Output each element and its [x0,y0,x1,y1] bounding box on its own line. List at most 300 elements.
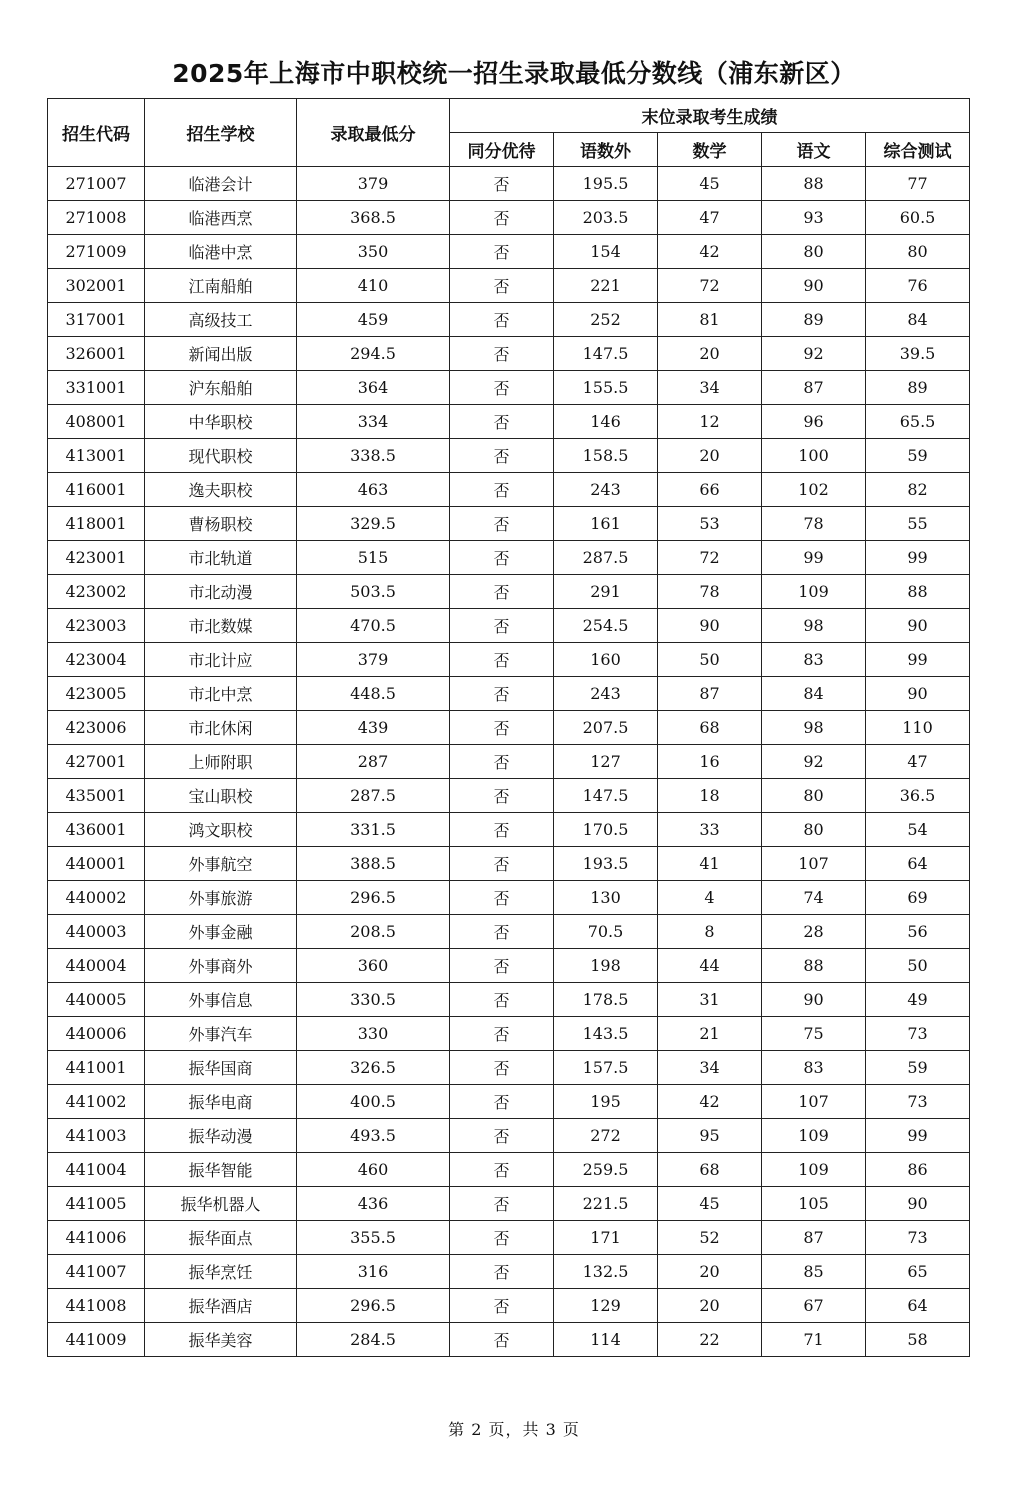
cell-tie-priority: 否 [450,303,554,337]
table-row [48,371,970,405]
cell-school: 现代职校 [145,439,297,473]
cell-school: 临港中烹 [145,235,297,269]
table-row [48,439,970,473]
table-row [48,575,970,609]
cell-comprehensive: 88 [866,575,970,609]
cell-comprehensive: 65.5 [866,405,970,439]
cell-ysw: 203.5 [554,201,658,235]
cell-comprehensive: 73 [866,1085,970,1119]
cell-min-score: 330.5 [297,983,450,1017]
cell-comprehensive: 89 [866,371,970,405]
cell-code: 271009 [48,235,145,269]
cell-min-score: 355.5 [297,1221,450,1255]
table-row [48,1255,970,1289]
cell-min-score: 470.5 [297,609,450,643]
page-footer: 第 2 页，共 3 页 [448,1420,580,1439]
header-comprehensive: 综合测试 [866,133,970,167]
cell-tie-priority: 否 [450,1289,554,1323]
cell-min-score: 439 [297,711,450,745]
cell-ysw: 70.5 [554,915,658,949]
table-row [48,167,970,201]
cell-chinese: 109 [762,575,866,609]
cell-code: 440005 [48,983,145,1017]
cell-math: 81 [658,303,762,337]
cell-chinese: 80 [762,779,866,813]
cell-chinese: 92 [762,337,866,371]
cell-comprehensive: 90 [866,1187,970,1221]
cell-ysw: 158.5 [554,439,658,473]
table-row [48,1119,970,1153]
cell-ysw: 252 [554,303,658,337]
cell-school: 市北休闲 [145,711,297,745]
cell-ysw: 130 [554,881,658,915]
cell-tie-priority: 否 [450,711,554,745]
cell-chinese: 93 [762,201,866,235]
cell-code: 441009 [48,1323,145,1357]
cell-chinese: 90 [762,269,866,303]
cell-school: 外事航空 [145,847,297,881]
cell-code: 440004 [48,949,145,983]
cell-min-score: 287.5 [297,779,450,813]
cell-comprehensive: 77 [866,167,970,201]
cell-code: 423002 [48,575,145,609]
cell-math: 45 [658,167,762,201]
cell-math: 34 [658,1051,762,1085]
cell-min-score: 379 [297,643,450,677]
cell-tie-priority: 否 [450,745,554,779]
cell-school: 市北动漫 [145,575,297,609]
cell-code: 423003 [48,609,145,643]
header-code: 招生代码 [48,99,145,167]
cell-chinese: 96 [762,405,866,439]
cell-math: 41 [658,847,762,881]
cell-ysw: 198 [554,949,658,983]
cell-code: 418001 [48,507,145,541]
cell-min-score: 208.5 [297,915,450,949]
cell-comprehensive: 39.5 [866,337,970,371]
cell-math: 52 [658,1221,762,1255]
cell-min-score: 330 [297,1017,450,1051]
cell-chinese: 87 [762,1221,866,1255]
cell-chinese: 98 [762,609,866,643]
cell-ysw: 114 [554,1323,658,1357]
table-row [48,745,970,779]
cell-min-score: 493.5 [297,1119,450,1153]
table-row [48,847,970,881]
header-school: 招生学校 [145,99,297,167]
cell-chinese: 85 [762,1255,866,1289]
table-row [48,507,970,541]
cell-comprehensive: 65 [866,1255,970,1289]
cell-chinese: 75 [762,1017,866,1051]
table-row [48,1051,970,1085]
table-row [48,1085,970,1119]
cell-math: 78 [658,575,762,609]
cell-ysw: 243 [554,677,658,711]
table-body [48,167,970,1357]
cell-comprehensive: 110 [866,711,970,745]
cell-school: 曹杨职校 [145,507,297,541]
cell-min-score: 364 [297,371,450,405]
cell-math: 16 [658,745,762,779]
cell-code: 326001 [48,337,145,371]
cell-comprehensive: 59 [866,439,970,473]
cell-school: 振华美容 [145,1323,297,1357]
cell-school: 临港会计 [145,167,297,201]
header-math: 数学 [658,133,762,167]
cell-min-score: 400.5 [297,1085,450,1119]
cell-comprehensive: 69 [866,881,970,915]
cell-math: 21 [658,1017,762,1051]
cell-ysw: 127 [554,745,658,779]
cell-tie-priority: 否 [450,1085,554,1119]
cell-comprehensive: 76 [866,269,970,303]
cell-code: 271007 [48,167,145,201]
cell-min-score: 350 [297,235,450,269]
cell-chinese: 87 [762,371,866,405]
cell-code: 441003 [48,1119,145,1153]
cell-math: 8 [658,915,762,949]
cell-chinese: 102 [762,473,866,507]
cell-tie-priority: 否 [450,1153,554,1187]
cell-math: 95 [658,1119,762,1153]
cell-tie-priority: 否 [450,1119,554,1153]
cell-min-score: 329.5 [297,507,450,541]
cell-tie-priority: 否 [450,881,554,915]
cell-ysw: 155.5 [554,371,658,405]
cell-school: 临港西烹 [145,201,297,235]
cell-min-score: 388.5 [297,847,450,881]
cell-tie-priority: 否 [450,1051,554,1085]
table-row [48,983,970,1017]
cell-min-score: 503.5 [297,575,450,609]
cell-code: 441008 [48,1289,145,1323]
cell-code: 408001 [48,405,145,439]
cell-school: 市北数媒 [145,609,297,643]
cell-ysw: 129 [554,1289,658,1323]
cell-tie-priority: 否 [450,1187,554,1221]
cell-min-score: 296.5 [297,1289,450,1323]
cell-code: 441005 [48,1187,145,1221]
table-row [48,881,970,915]
cell-ysw: 147.5 [554,337,658,371]
cell-school: 市北轨道 [145,541,297,575]
table-row [48,677,970,711]
cell-school: 上师附职 [145,745,297,779]
cell-min-score: 331.5 [297,813,450,847]
cell-school: 中华职校 [145,405,297,439]
cell-chinese: 74 [762,881,866,915]
header-tie-priority: 同分优待 [450,133,554,167]
cell-code: 441004 [48,1153,145,1187]
cell-code: 441001 [48,1051,145,1085]
cell-ysw: 132.5 [554,1255,658,1289]
cell-code: 441002 [48,1085,145,1119]
cell-comprehensive: 36.5 [866,779,970,813]
header-chinese: 语文 [762,133,866,167]
cell-tie-priority: 否 [450,167,554,201]
cell-comprehensive: 47 [866,745,970,779]
cell-ysw: 157.5 [554,1051,658,1085]
cell-min-score: 294.5 [297,337,450,371]
cell-tie-priority: 否 [450,643,554,677]
cell-tie-priority: 否 [450,915,554,949]
cell-school: 外事商外 [145,949,297,983]
cell-chinese: 90 [762,983,866,1017]
cell-school: 宝山职校 [145,779,297,813]
table-row [48,949,970,983]
cell-math: 20 [658,439,762,473]
cell-comprehensive: 59 [866,1051,970,1085]
cell-tie-priority: 否 [450,541,554,575]
cell-ysw: 193.5 [554,847,658,881]
table-row [48,1017,970,1051]
cell-tie-priority: 否 [450,1255,554,1289]
cell-tie-priority: 否 [450,201,554,235]
cell-code: 435001 [48,779,145,813]
cell-code: 423004 [48,643,145,677]
cell-school: 市北计应 [145,643,297,677]
cell-tie-priority: 否 [450,371,554,405]
table-row [48,303,970,337]
cell-min-score: 379 [297,167,450,201]
table-row [48,1187,970,1221]
cell-tie-priority: 否 [450,983,554,1017]
cell-tie-priority: 否 [450,337,554,371]
cell-comprehensive: 84 [866,303,970,337]
cell-chinese: 83 [762,1051,866,1085]
cell-math: 68 [658,1153,762,1187]
cell-ysw: 221.5 [554,1187,658,1221]
cell-comprehensive: 99 [866,541,970,575]
cell-chinese: 83 [762,643,866,677]
cell-code: 423005 [48,677,145,711]
cell-math: 42 [658,235,762,269]
cell-math: 34 [658,371,762,405]
cell-ysw: 146 [554,405,658,439]
cell-tie-priority: 否 [450,575,554,609]
cell-code: 302001 [48,269,145,303]
cell-min-score: 460 [297,1153,450,1187]
cell-school: 振华面点 [145,1221,297,1255]
page-title: 2025年上海市中职校统一招生录取最低分数线（浦东新区） [172,59,856,88]
cell-chinese: 89 [762,303,866,337]
cell-tie-priority: 否 [450,1017,554,1051]
cell-comprehensive: 99 [866,1119,970,1153]
cell-comprehensive: 64 [866,1289,970,1323]
admission-score-table [47,98,970,1357]
cell-code: 436001 [48,813,145,847]
cell-ysw: 147.5 [554,779,658,813]
cell-min-score: 368.5 [297,201,450,235]
cell-min-score: 360 [297,949,450,983]
cell-math: 42 [658,1085,762,1119]
cell-min-score: 410 [297,269,450,303]
table-row [48,779,970,813]
cell-tie-priority: 否 [450,473,554,507]
cell-ysw: 291 [554,575,658,609]
cell-school: 外事汽车 [145,1017,297,1051]
cell-ysw: 259.5 [554,1153,658,1187]
cell-min-score: 296.5 [297,881,450,915]
table-row [48,813,970,847]
header-last-admitted-scores: 末位录取考生成绩 [450,99,970,133]
table-row [48,201,970,235]
cell-math: 22 [658,1323,762,1357]
cell-chinese: 67 [762,1289,866,1323]
cell-tie-priority: 否 [450,235,554,269]
cell-ysw: 143.5 [554,1017,658,1051]
cell-min-score: 284.5 [297,1323,450,1357]
cell-ysw: 243 [554,473,658,507]
cell-comprehensive: 73 [866,1017,970,1051]
cell-min-score: 334 [297,405,450,439]
cell-chinese: 78 [762,507,866,541]
cell-ysw: 221 [554,269,658,303]
cell-chinese: 105 [762,1187,866,1221]
cell-math: 12 [658,405,762,439]
cell-min-score: 287 [297,745,450,779]
cell-comprehensive: 73 [866,1221,970,1255]
cell-math: 47 [658,201,762,235]
cell-code: 317001 [48,303,145,337]
cell-tie-priority: 否 [450,949,554,983]
cell-min-score: 316 [297,1255,450,1289]
cell-comprehensive: 86 [866,1153,970,1187]
cell-chinese: 100 [762,439,866,473]
cell-math: 45 [658,1187,762,1221]
cell-comprehensive: 64 [866,847,970,881]
table-row [48,1153,970,1187]
cell-school: 振华酒店 [145,1289,297,1323]
cell-tie-priority: 否 [450,779,554,813]
cell-min-score: 436 [297,1187,450,1221]
cell-tie-priority: 否 [450,439,554,473]
cell-school: 鸿文职校 [145,813,297,847]
cell-comprehensive: 99 [866,643,970,677]
cell-school: 市北中烹 [145,677,297,711]
cell-comprehensive: 60.5 [866,201,970,235]
table-row [48,405,970,439]
table-row [48,473,970,507]
cell-ysw: 195.5 [554,167,658,201]
cell-ysw: 154 [554,235,658,269]
cell-math: 53 [658,507,762,541]
cell-min-score: 448.5 [297,677,450,711]
cell-school: 振华电商 [145,1085,297,1119]
cell-school: 江南船舶 [145,269,297,303]
cell-comprehensive: 50 [866,949,970,983]
cell-school: 新闻出版 [145,337,297,371]
cell-ysw: 170.5 [554,813,658,847]
cell-ysw: 171 [554,1221,658,1255]
cell-math: 20 [658,1255,762,1289]
cell-min-score: 326.5 [297,1051,450,1085]
cell-school: 振华烹饪 [145,1255,297,1289]
cell-math: 72 [658,541,762,575]
cell-tie-priority: 否 [450,269,554,303]
cell-code: 423001 [48,541,145,575]
cell-chinese: 92 [762,745,866,779]
cell-math: 4 [658,881,762,915]
cell-math: 68 [658,711,762,745]
cell-min-score: 459 [297,303,450,337]
cell-tie-priority: 否 [450,1221,554,1255]
cell-ysw: 160 [554,643,658,677]
cell-math: 33 [658,813,762,847]
table-row [48,915,970,949]
cell-comprehensive: 54 [866,813,970,847]
table-row [48,609,970,643]
cell-school: 逸夫职校 [145,473,297,507]
cell-chinese: 71 [762,1323,866,1357]
cell-chinese: 107 [762,1085,866,1119]
cell-ysw: 287.5 [554,541,658,575]
cell-school: 振华机器人 [145,1187,297,1221]
cell-tie-priority: 否 [450,813,554,847]
cell-ysw: 207.5 [554,711,658,745]
cell-school: 振华智能 [145,1153,297,1187]
cell-chinese: 28 [762,915,866,949]
cell-code: 441006 [48,1221,145,1255]
table-row [48,235,970,269]
cell-chinese: 80 [762,813,866,847]
cell-code: 413001 [48,439,145,473]
cell-comprehensive: 56 [866,915,970,949]
cell-math: 20 [658,1289,762,1323]
header-min-score: 录取最低分 [297,99,450,167]
cell-school: 沪东船舶 [145,371,297,405]
cell-comprehensive: 90 [866,677,970,711]
table-row [48,1289,970,1323]
cell-school: 外事金融 [145,915,297,949]
cell-chinese: 84 [762,677,866,711]
cell-code: 441007 [48,1255,145,1289]
cell-chinese: 88 [762,167,866,201]
cell-min-score: 338.5 [297,439,450,473]
table-row [48,643,970,677]
cell-tie-priority: 否 [450,847,554,881]
table-row [48,269,970,303]
table-row [48,337,970,371]
cell-math: 72 [658,269,762,303]
cell-comprehensive: 82 [866,473,970,507]
cell-math: 50 [658,643,762,677]
cell-ysw: 195 [554,1085,658,1119]
cell-school: 振华国商 [145,1051,297,1085]
cell-ysw: 254.5 [554,609,658,643]
cell-chinese: 109 [762,1119,866,1153]
cell-tie-priority: 否 [450,405,554,439]
cell-code: 440006 [48,1017,145,1051]
cell-math: 31 [658,983,762,1017]
cell-min-score: 515 [297,541,450,575]
table-row [48,541,970,575]
table-row [48,1323,970,1357]
cell-math: 20 [658,337,762,371]
cell-school: 高级技工 [145,303,297,337]
cell-comprehensive: 80 [866,235,970,269]
cell-chinese: 99 [762,541,866,575]
cell-tie-priority: 否 [450,677,554,711]
cell-school: 振华动漫 [145,1119,297,1153]
cell-code: 416001 [48,473,145,507]
table-row [48,711,970,745]
cell-comprehensive: 55 [866,507,970,541]
cell-math: 87 [658,677,762,711]
cell-code: 440001 [48,847,145,881]
cell-school: 外事旅游 [145,881,297,915]
